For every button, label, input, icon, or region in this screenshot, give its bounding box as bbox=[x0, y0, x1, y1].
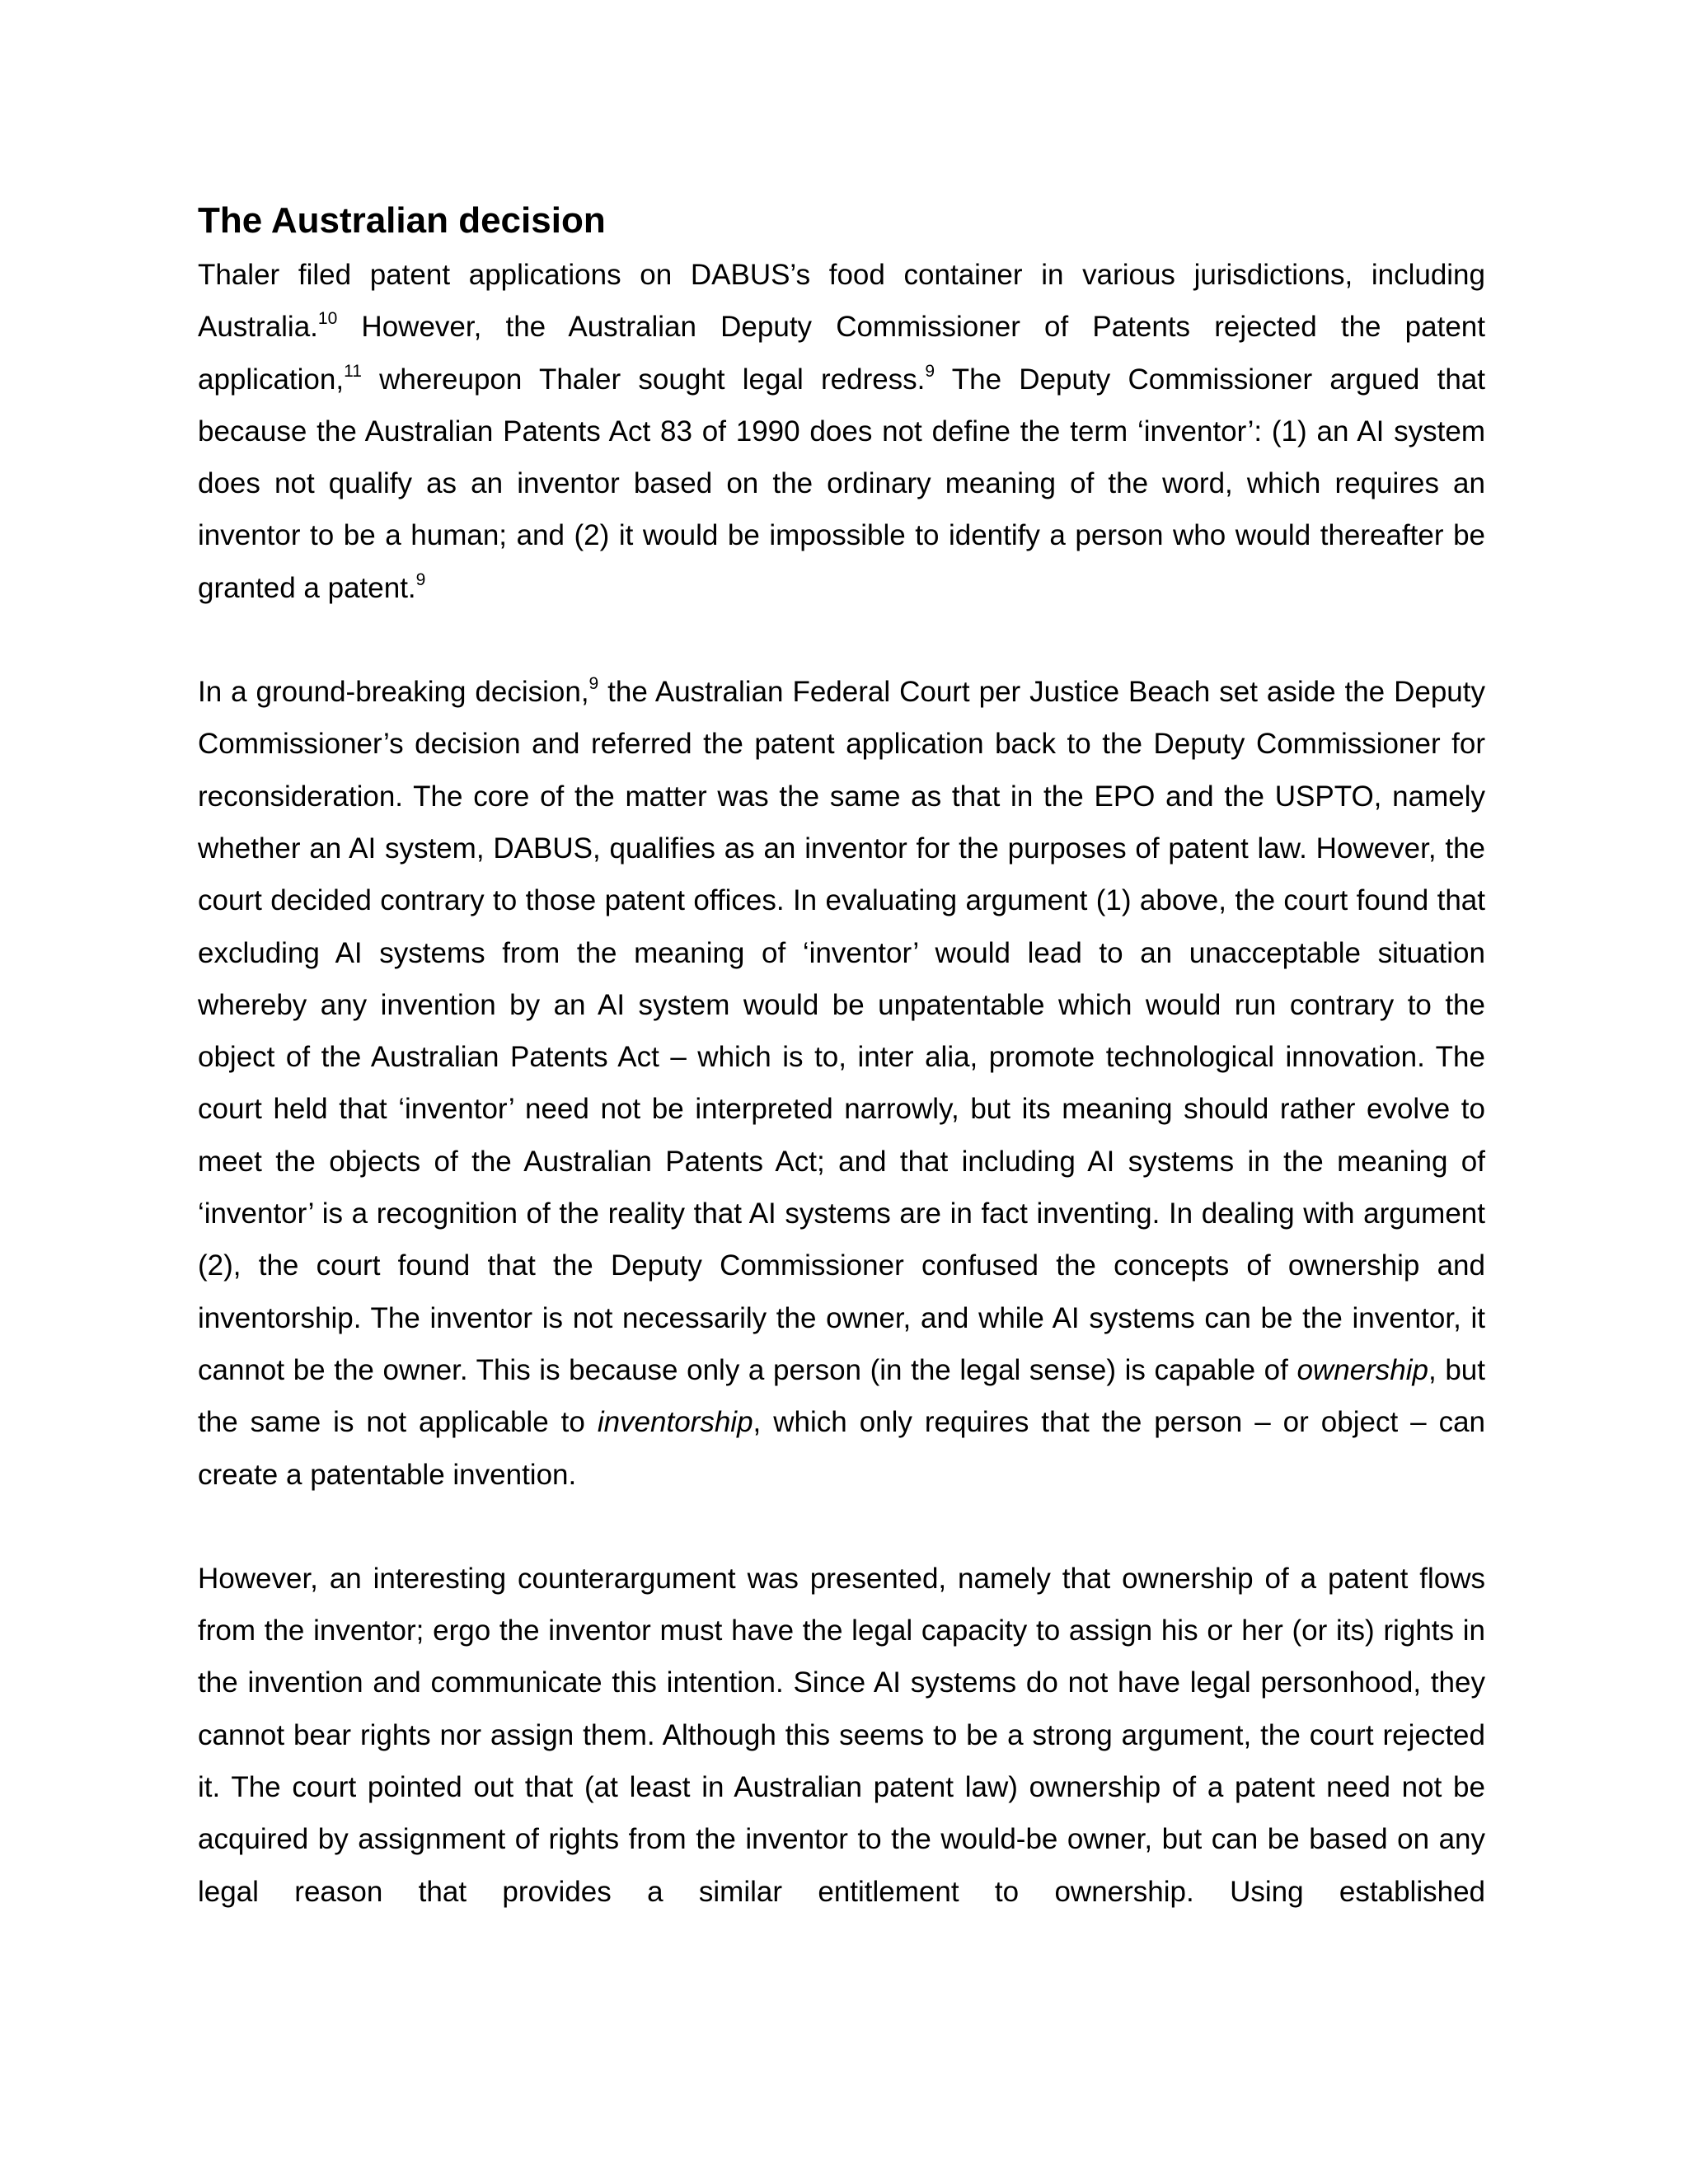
paragraph-1 bbox=[198, 249, 1485, 614]
footnote-ref-9: 9 bbox=[925, 361, 935, 381]
footnote-ref-9: 9 bbox=[588, 674, 599, 694]
paragraph-1-text-4: The Deputy Commissioner argued that because the Australian Patents Act 83 of 1990 does not define the term ‘inventor’: (1) an AI system does not qualify as an inventor based on the ordinary meaning of the word, which requires an inventor to be a human; and (2) it would be impossible to identify a person who would thereafter be granted a patent. bbox=[198, 363, 1485, 604]
emphasis-ownership: ownership bbox=[1296, 1353, 1429, 1386]
section-heading: The Australian decision bbox=[198, 200, 606, 241]
document-page bbox=[198, 194, 1485, 1918]
paragraph-2-text-4: , which only requires that the person – or object – can create a patentable invention. bbox=[198, 1406, 1486, 1491]
footnote-ref-10: 10 bbox=[317, 309, 338, 329]
footnote-ref-11: 11 bbox=[344, 361, 362, 381]
paragraph-2 bbox=[198, 666, 1485, 1501]
paragraph-2-text-2: the Australian Federal Court per Justice Beach set aside the Deputy Commissioner’s decision and referred the patent application back to the Deputy Commissioner for reconsideration. The core of the matter was the same as that in the EPO and the USPTO, namely whether an AI system, DABUS, qualifies as an inventor for the purposes of patent law. However, the court decided contrary to those patent offices. In evaluating argument (1) above, the court found that excluding AI systems from the meaning of ‘inventor’ would lead to an unacceptable situation whereby any invention by an AI system would be unpatentable which would run contrary to the object of the Australian Patents Act – which is to, inter alia, promote technological innovation. The court held that ‘inventor’ need not be interpreted narrowly, but its meaning should rather evolve to meet the objects of the Australian Patents Act; and that including AI systems in the meaning of ‘inventor’ is a recognition of the reality that AI systems are in fact inventing. In dealing with argument (2), the court found that the Deputy Commissioner confused the concepts of ownership and inventorship. The inventor is not necessarily the owner, and while AI systems can be the inventor, it cannot be the owner. This is because only a person (in the legal sense) is capable of bbox=[198, 676, 1485, 1386]
paragraph-2-text-1: In a ground-breaking decision, bbox=[198, 676, 589, 709]
emphasis-inventorship: inventorship bbox=[597, 1406, 753, 1439]
paragraph-3 bbox=[198, 1553, 1485, 1918]
paragraph-2-text-3: , but the same is not applicable to bbox=[198, 1353, 1485, 1439]
paragraph-1-text-2: However, the Australian Deputy Commissioner of Patents rejected the patent application, bbox=[198, 311, 1485, 396]
paragraph-1-text-1: Thaler filed patent applications on DABUS’s food container in various jurisdictions, including Australia. bbox=[198, 259, 1485, 344]
paragraph-3-text-1: However, an interesting counterargument was presented, namely that ownership of a patent flows from the inventor; ergo the inventor must have the legal capacity to assign his or her (or its) rights in the invention and communicate this intention. Since AI systems do not have legal personhood, they cannot bear rights nor assign them. Although this seems to be a strong argument, the court rejected it. The court pointed out that (at least in Australian patent law) ownership of a patent need not be acquired by assignment of rights from the inventor to the would-be owner, but can be based on any legal reason that provides a similar entitlement to ownership. Using established bbox=[198, 1562, 1485, 1908]
paragraph-1-text-3: whereupon Thaler sought legal redress. bbox=[361, 363, 926, 396]
footnote-ref-9: 9 bbox=[415, 569, 426, 589]
